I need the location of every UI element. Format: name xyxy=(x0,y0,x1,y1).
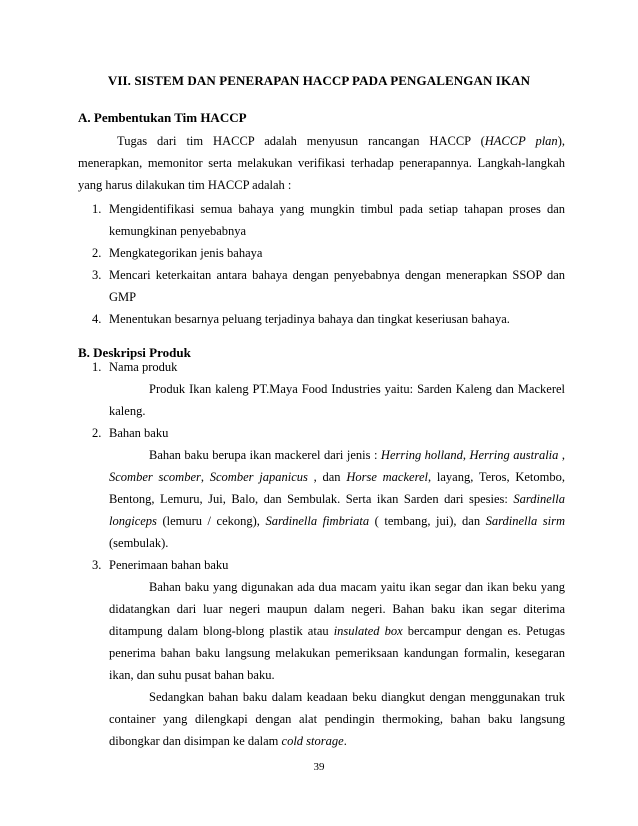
list-item xyxy=(92,264,565,308)
section-a-list xyxy=(92,198,565,330)
list-number: 3. xyxy=(92,558,102,572)
list-number: 2. xyxy=(92,246,102,260)
species-name: Sardinella longiceps xyxy=(109,492,565,528)
species-name: Sardinella sirm xyxy=(485,514,565,528)
list-item xyxy=(92,242,565,264)
chapter-title: VII. SISTEM DAN PENERAPAN HACCP PADA PENGALENGAN IKAN xyxy=(107,73,531,88)
text-run: Bahan baku yang digunakan ada dua macam yaitu ikan segar dan ikan beku yang didatangkan dari luar negeri maupun dalam negeri. Bahan baku ikan segar diterima ditampung dalam blong-blong plastik atau xyxy=(109,580,565,638)
text-run: bercampur dengan es. Petugas penerima bahan baku langsung melakukan pemeriksaan kandungan formalin, kesegaran ikan, dan suhu pusat bahan baku. xyxy=(109,624,565,682)
list-body xyxy=(109,686,565,752)
list-text: Menentukan besarnya peluang terjadinya bahaya dan tingkat keseriusan bahaya. xyxy=(109,312,510,326)
list-item-nama-produk xyxy=(92,356,565,422)
text-run: , dan xyxy=(307,470,347,484)
list-number: 1. xyxy=(92,360,102,374)
species-name: Scomber scomber xyxy=(109,470,201,484)
list-text: Mengkategorikan jenis bahaya xyxy=(109,246,263,260)
page-number: 39 xyxy=(313,761,325,773)
list-number: 4. xyxy=(92,312,102,326)
text-run: , xyxy=(558,448,565,462)
list-text: Mencari keterkaitan antara bahaya dengan penyebabnya dengan menerapkan SSOP dan GMP xyxy=(109,268,565,304)
text-run: . xyxy=(343,734,347,748)
species-name: Sardinella fimbriata xyxy=(265,514,370,528)
list-number: 3. xyxy=(92,268,102,282)
text-run: Bahan baku berupa ikan mackerel dari jenis : xyxy=(149,448,381,462)
text-run: ( tembang, jui), dan xyxy=(369,514,486,528)
para-italic: HACCP plan xyxy=(484,134,558,148)
section-a-heading: A. Pembentukan Tim HACCP xyxy=(78,110,247,125)
section-a-paragraph xyxy=(78,130,565,196)
list-label: Bahan baku xyxy=(109,426,169,440)
list-body: Produk Ikan kaleng PT.Maya Food Industries yaitu: Sarden Kaleng dan Mackerel kaleng. xyxy=(109,382,565,418)
species-name: Herring holland xyxy=(380,448,463,462)
italic-term: insulated box xyxy=(333,624,403,638)
text-run: , xyxy=(200,470,210,484)
list-item xyxy=(92,308,565,330)
text-run: (sembulak). xyxy=(109,536,169,550)
list-body xyxy=(109,444,565,554)
list-item-bahan-baku xyxy=(92,422,565,554)
list-number: 2. xyxy=(92,426,102,440)
para-text-end: ), menerapkan, memonitor serta melakukan verifikasi terhadap penerapannya. Langkah-langkah yang harus dilakukan tim HACCP adalah : xyxy=(78,134,565,192)
species-name: Horse mackerel xyxy=(346,470,428,484)
list-label: Nama produk xyxy=(109,360,178,374)
section-b-heading: B. Deskripsi Produk xyxy=(78,345,191,360)
species-name: Scomber japanicus xyxy=(209,470,308,484)
list-text: Mengidentifikasi semua bahaya yang mungkin timbul pada setiap tahapan proses dan kemungkinan penyebabnya xyxy=(109,202,565,238)
list-item-penerimaan xyxy=(92,554,565,752)
list-number: 1. xyxy=(92,202,102,216)
text-run: , xyxy=(462,448,470,462)
para-text: Tugas dari tim HACCP adalah menyusun rancangan HACCP ( xyxy=(117,134,485,148)
section-b-list xyxy=(92,356,565,752)
text-run: (lemuru / cekong), xyxy=(156,514,266,528)
text-run: , layang, Teros, Ketombo, Bentong, Lemuru, Jui, Balo, dan Sembulak. Serta ikan Sarden dari spesies: xyxy=(109,470,565,506)
italic-term: cold storage xyxy=(281,734,344,748)
species-name: Herring australia xyxy=(469,448,559,462)
list-label: Penerimaan bahan baku xyxy=(109,558,229,572)
list-item xyxy=(92,198,565,242)
text-run: Sedangkan bahan baku dalam keadaan beku diangkut dengan menggunakan truk container yang dilengkapi dengan alat pendingin thermoking, bahan baku langsung dibongkar dan disimpan ke dalam xyxy=(109,690,565,748)
list-body xyxy=(109,576,565,686)
